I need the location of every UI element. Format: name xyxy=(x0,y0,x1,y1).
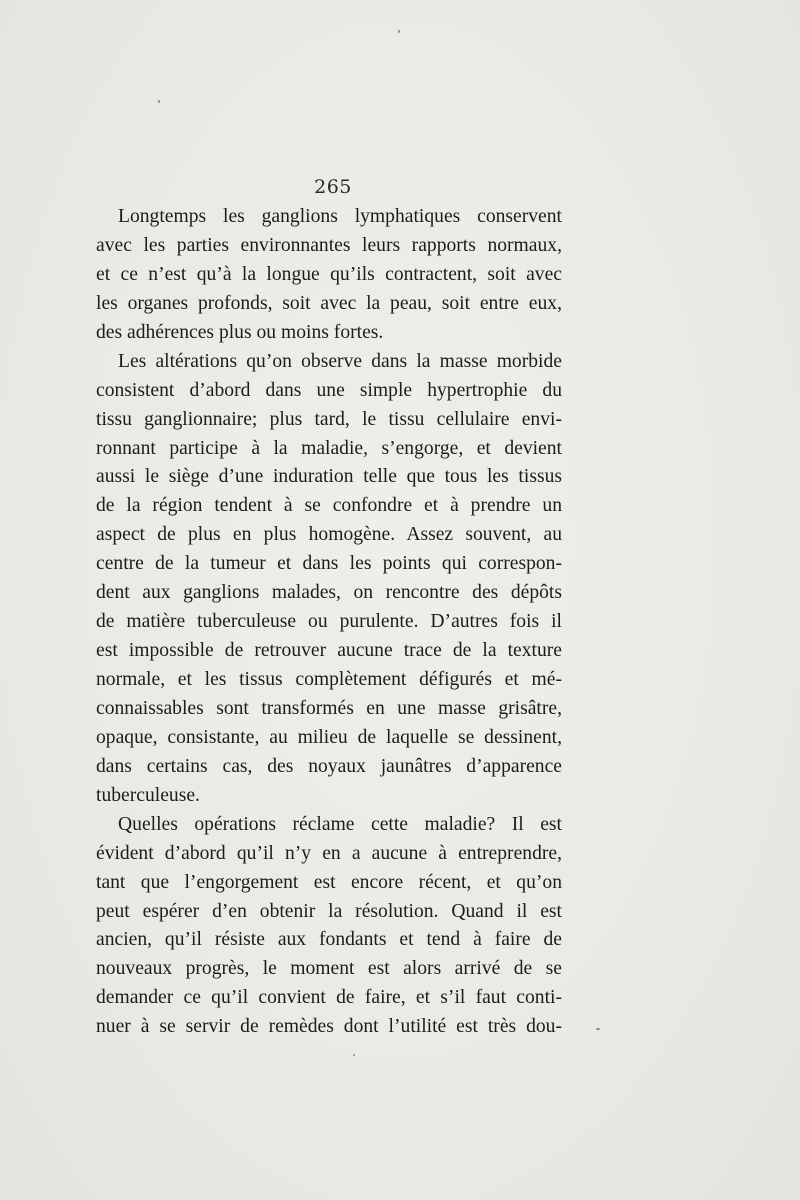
text-line: Longtemps les ganglions lymphatiques conservent xyxy=(118,206,562,227)
text-line: évident d’abord qu’il n’y en a aucune à entreprendre, xyxy=(96,842,562,864)
paper-speck xyxy=(353,1054,355,1056)
text-line: de matière tuberculeuse ou purulente. D’autres fois il xyxy=(96,611,562,633)
text-line: de la région tendent à se confondre et à prendre un xyxy=(96,495,562,517)
paper-speck xyxy=(158,100,160,103)
text-line: connaissables sont transformés en une masse grisâtre, xyxy=(96,697,562,719)
text-line: avec les parties environnantes leurs rapports normaux, xyxy=(96,234,562,256)
text-line: demander ce qu’il convient de faire, et s’il faut conti- xyxy=(96,987,562,1009)
text-line: les organes profonds, soit avec la peau, soit entre eux, xyxy=(96,292,562,314)
paper-speck xyxy=(596,1028,600,1030)
text-line: et ce n’est qu’à la longue qu’ils contractent, soit avec xyxy=(96,263,562,285)
text-line: ronnant participe à la maladie, s’engorge, et devient xyxy=(96,437,562,459)
text-line: nuer à se servir de remèdes dont l’utilité est très dou- xyxy=(96,1016,562,1038)
text-line: tuberculeuse. xyxy=(96,784,200,806)
text-line: Les altérations qu’on observe dans la masse morbide xyxy=(118,350,562,372)
text-line: aussi le siège d’une induration telle que tous les tissus xyxy=(96,466,562,488)
text-line: nouveaux progrès, le moment est alors arrivé de se xyxy=(96,958,562,980)
page-number: 265 xyxy=(314,176,352,198)
body-text xyxy=(96,203,562,1042)
text-line: tant que l’engorgement est encore récent, et qu’on xyxy=(96,871,562,893)
text-line: consistent d’abord dans une simple hypertrophie du xyxy=(96,379,562,401)
text-line: centre de la tumeur et dans les points qui correspon- xyxy=(96,553,562,575)
paper-speck xyxy=(398,30,400,33)
paragraph xyxy=(96,811,562,1043)
text-line: des adhérences plus ou moins fortes. xyxy=(96,321,384,343)
text-line: est impossible de retrouver aucune trace de la texture xyxy=(96,640,562,662)
text-line: peut espérer d’en obtenir la résolution. Quand il est xyxy=(96,900,562,922)
text-line: opaque, consistante, au milieu de laquelle se dessinent, xyxy=(96,726,562,748)
text-line: ancien, qu’il résiste aux fondants et tend à faire de xyxy=(96,929,562,951)
paragraph xyxy=(96,203,562,348)
text-line: aspect de plus en plus homogène. Assez souvent, au xyxy=(96,524,562,546)
text-line: dent aux ganglions malades, on rencontre des dépôts xyxy=(96,582,562,604)
text-line: tissu ganglionnaire; plus tard, le tissu cellulaire envi- xyxy=(96,408,562,430)
text-line: Quelles opérations réclame cette maladie? Il est xyxy=(118,813,562,835)
text-line: dans certains cas, des noyaux jaunâtres d’apparence xyxy=(96,755,562,777)
text-line: normale, et les tissus complètement défigurés et mé- xyxy=(96,669,562,690)
paragraph xyxy=(96,348,562,811)
